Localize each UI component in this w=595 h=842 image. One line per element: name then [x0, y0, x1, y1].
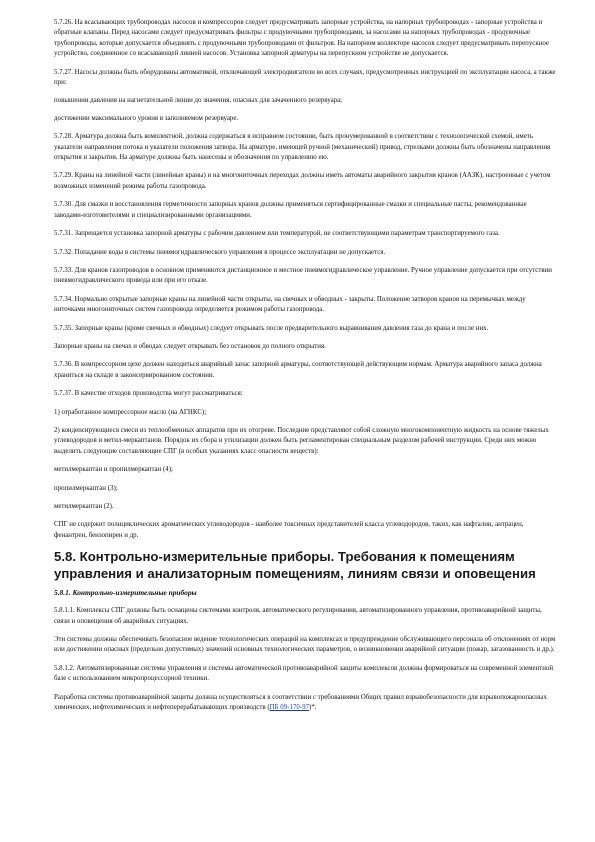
- paragraph-5-7-30: 5.7.30. Для смазки и восстановления герметичности запорных кранов должны применяться сертифицированные смазки и специальные пасты, рекомендованные заводами-изготовителями и специализированными организациями.: [54, 201, 527, 219]
- section-heading: 5.8. Контрольно-измерительные приборы. Требования к помещениям управления и анализаторным помещениям, линиям связи и оповещения: [54, 549, 536, 581]
- subsection-heading: 5.8.1. Контрольно-измерительные приборы: [54, 588, 197, 598]
- list-item-methyl-propyl: метилмеркаптан и пропилмеркаптан (4);: [54, 466, 173, 474]
- paragraph-5-7-32: 5.7.32. Попадание воды в системы пневмогидравлического управления в процессе эксплуатации не допускается.: [54, 248, 386, 256]
- list-item-oil: 1) отработанное компрессорное масло (на АГНКС);: [54, 408, 207, 416]
- paragraph-5-8-1-1: 5.8.1.1. Комплексы СПГ должны быть оснащены системами контроля, автоматического регулирования, автоматизированного управления, противоаварийной защиты, связи и оповещения об аварийных ситуациях.: [54, 607, 542, 625]
- list-item-pressure: повышении давления на нагнетательной линии до значения, опасных для зачаченного резервуара;: [54, 97, 343, 105]
- paragraph-systems-safety: Эти системы должны обеспечивать безопасное ведение технологических операций на комплексах и предупреждение обслуживающего персонала об отклонениях от норм или достижении опасных (предельно допустимых) значений основных технологических параметров, о возникновении аварийной ситуации (пожар, загазованность и др.).: [54, 636, 556, 654]
- paragraph-5-8-1-2: 5.8.1.2. Автоматизированные системы управления и системы автоматической противоаварийной защиты комплексов должны формироваться на современной элементной базе с использованием микропроцессорной техники.: [54, 664, 554, 683]
- paragraph-5-7-37: 5.7.37. В качестве отходов производства могут рассматриваться:: [54, 390, 243, 398]
- paragraph-pb-rules: [54, 693, 557, 714]
- paragraph-5-7-35: 5.7.35. Запорные краны (кроме свечных и обводных) следует открывать после предварительного выравнивания давления газа до крана и после них.: [54, 324, 489, 332]
- paragraphs-top: [54, 18, 557, 541]
- pb-rules-tail: )*.: [309, 704, 317, 712]
- paragraph-5-7-36: 5.7.36. В компрессорном цехе должен находиться аварийный запас запорной арматуры, соответствующей действующим нормам. Арматура аварийного запаса должна храниться на складе в законсервированном состоянии.: [54, 361, 542, 379]
- pb-rules-text: Разработка системы противоаварийной защиты должна осуществляться в соответствии с требованиями Общих правил взрывобезопасности для взрывопожароопасных химических, нефтехимических и нефтеперерабатывающих производств (: [54, 693, 547, 712]
- paragraph-5-7-27: 5.7.27. Насосы должны быть оборудованы автоматикой, отключающей электродвигатели во всех случаях, предусмотренных инструкцией по эксплуатации насоса, а также при:: [54, 68, 556, 87]
- paragraph-spg-aromatics: СПГ не содержит полициклических ароматических углеводородов - наиболее токсичных представителей класса углеводородов, таких, как нафталин, антрацен, фенантрен, бензопирен и др.: [54, 521, 524, 539]
- paragraph-5-7-28: 5.7.28. Арматура должна быть комплектной, должна содержаться в исправном состоянии, быть пронумерованной в соответствии с технологической схемой, иметь указатели направления потока и указатели положения затвора. На арматуре, имеющей ручной (механический) привод, стрелками должны быть обозначены направления открытия и закрытия. На арматуре должны быть нанесены и обозначения по управлению ею.: [54, 133, 551, 162]
- paragraph-5-7-31: 5.7.31. Запрещается установка запорной арматуры с рабочим давлением или температурой, не соответствующими параметрам транспортируемого газа.: [54, 230, 500, 238]
- paragraph-bypass-cranes: Запорные краны на свечах и обводах следует открывать без остановок до полного открытия.: [54, 342, 326, 350]
- paragraph-5-7-33: 5.7.33. Для кранов газопроводов в основном применяются дистанционное и местное пневмогидравлическое управление. Ручное управление допускается при отсутствии пневмогидравлического привода или при его отказе.: [54, 266, 552, 285]
- list-item-condensate: 2) конденсирующиеся смеси из теплообменных аппаратов при их отогреве. Последние представляют собой сложную многокомпонентную жидкость на основе тяжелых углеводородов и метил-меркаптанов. Порядок их сбора и утилизации должен быть регламентирован специальным разделом рабочей инструкции. Среди них можно выделить следующие составляющие СПГ (в особых указаниях класс опасности веществ):: [54, 426, 549, 455]
- pb-09-170-97-link[interactable]: ПБ 09-170-97: [269, 704, 310, 712]
- paragraphs-bottom: [54, 606, 557, 713]
- list-item-methyl: метилмеркаптан (2).: [54, 503, 114, 510]
- paragraph-5-7-29: 5.7.29. Краны на линейной части (линейные краны) и на многониточных переходах должны иметь автоматы аварийного закрытия кранов (ААЗК), настроенные с учетом возможных изменений режима работы газопровода.: [54, 172, 551, 190]
- list-item-propyl: пропилмеркаптан (3);: [54, 484, 118, 492]
- paragraph-5-7-26: 5.7.26. На всасывающих трубопроводах насосов и компрессоров следует предусматривать запорные устройства, на напорных трубопроводах - запорные устройства и обратные клапаны. Перед насосами следует предусматривать фильтры с продувочными трубопроводами, за насосами на напорных трубопроводах - продувочные трубопроводы, которые допускается объединять с продувочными трубопроводами от фильтров. На напорном коллекторе насосов следует предусматривать перепускное устройство, соединенное со всасывающей линией насосов. Установка запорной арматуры на перепускном устройстве не допускается.: [54, 19, 549, 58]
- list-item-level: достижении максимального уровня в заполняемом резервуаре.: [54, 114, 239, 122]
- paragraph-5-7-34: 5.7.34. Нормально открытые запорные краны на линейной части открыты, на свечных и обводных - закрыты. Положение затворов кранов на перемычках между ниточками многониточных систем газопровода определяется режимом работы газопровода.: [54, 295, 526, 314]
